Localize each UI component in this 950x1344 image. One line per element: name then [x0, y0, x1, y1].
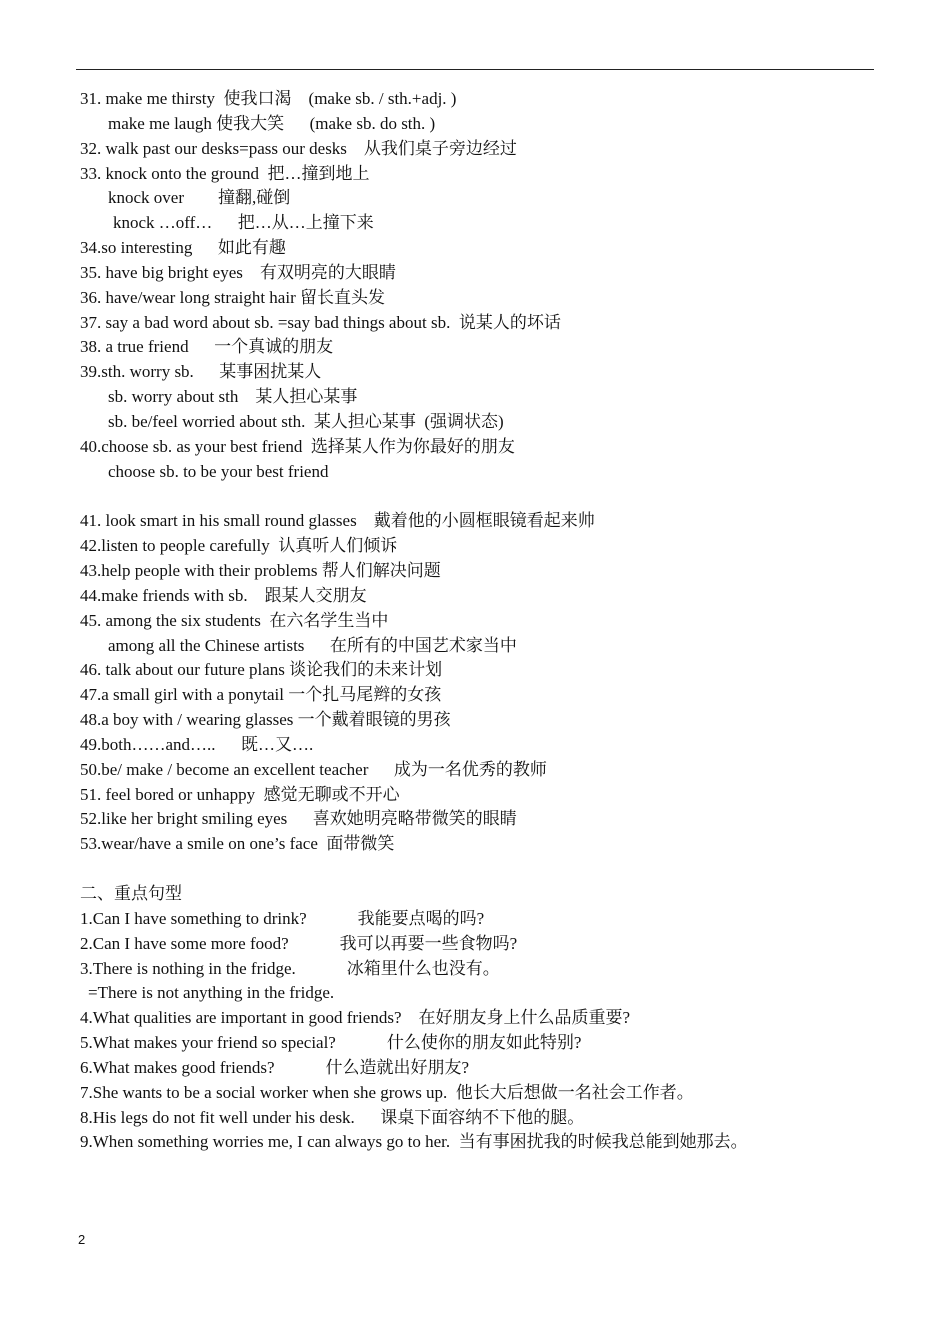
phrase-51: 51. feel bored or unhappy 感觉无聊或不开心	[80, 784, 400, 804]
phrase-45: 45. among the six students 在六名学生当中	[80, 610, 389, 630]
sentence-5: 5.What makes your friend so special? 什么使你的朋友如此特别?	[80, 1033, 582, 1053]
phrase-32: 32. walk past our desks=pass our desks 从我们桌子旁边经过	[80, 138, 517, 158]
sentence-9: 9.When something worries me, I can always go to her. 当有事困扰我的时候我总能到她那去。	[80, 1132, 748, 1152]
phrase-33-sub-1: knock over 撞翻,碰倒	[108, 188, 291, 208]
phrase-52: 52.like her bright smiling eyes 喜欢她明亮略带微笑的眼睛	[80, 809, 517, 829]
phrase-36: 36. have/wear long straight hair 留长直头发	[80, 287, 385, 307]
phrase-40-sub: choose sb. to be your best friend	[108, 461, 329, 481]
phrase-49: 49.both……and….. 既…又….	[80, 734, 314, 754]
document-body	[80, 87, 880, 1155]
phrase-31-sub: make me laugh 使我大笑 (make sb. do sth. )	[108, 113, 436, 133]
page-number: 2	[78, 1232, 86, 1247]
spacer	[80, 485, 880, 510]
sentence-8: 8.His legs do not fit well under his desk. 课桌下面容纳不下他的腿。	[80, 1107, 585, 1127]
phrase-48: 48.a boy with / wearing glasses 一个戴着眼镜的男孩	[80, 710, 451, 730]
sentence-3: 3.There is nothing in the fridge. 冰箱里什么也没有。	[80, 958, 500, 978]
phrase-53: 53.wear/have a smile on one’s face 面带微笑	[80, 834, 395, 854]
phrase-38: 38. a true friend 一个真诚的朋友	[80, 337, 334, 357]
phrase-35: 35. have big bright eyes 有双明亮的大眼睛	[80, 262, 396, 282]
sentence-6: 6.What makes good friends? 什么造就出好朋友?	[80, 1057, 470, 1077]
sentence-1: 1.Can I have something to drink? 我能要点喝的吗?	[80, 908, 485, 928]
sentence-7: 7.She wants to be a social worker when she grows up. 他长大后想做一名社会工作者。	[80, 1082, 694, 1102]
phrase-39-sub-2: sb. be/feel worried about sth. 某人担心某事 (强调状态)	[108, 411, 504, 431]
phrase-42: 42.listen to people carefully 认真听人们倾诉	[80, 536, 398, 556]
sentence-2: 2.Can I have some more food? 我可以再要一些食物吗?	[80, 933, 518, 953]
spacer	[80, 857, 880, 882]
phrase-33: 33. knock onto the ground 把…撞到地上	[80, 163, 370, 183]
phrase-37: 37. say a bad word about sb. =say bad things about sb. 说某人的坏话	[80, 312, 561, 332]
phrase-39-sub-1: sb. worry about sth 某人担心某事	[108, 387, 358, 407]
phrase-50: 50.be/ make / become an excellent teacher 成为一名优秀的教师	[80, 759, 547, 779]
sentence-3-sub: =There is not anything in the fridge.	[88, 983, 335, 1003]
phrase-43: 43.help people with their problems 帮人们解决问题	[80, 561, 441, 581]
phrase-47: 47.a small girl with a ponytail 一个扎马尾辫的女孩	[80, 685, 442, 705]
phrase-41: 41. look smart in his small round glasses 戴着他的小圆框眼镜看起来帅	[80, 511, 595, 531]
phrase-46: 46. talk about our future plans 谈论我们的未来计划	[80, 660, 443, 680]
header-rule	[76, 69, 874, 70]
phrase-33-sub-2: knock …off… 把…从…上撞下来	[113, 213, 374, 233]
phrase-31: 31. make me thirsty 使我口渴 (make sb. / sth.+adj. )	[80, 89, 457, 108]
phrase-44: 44.make friends with sb. 跟某人交朋友	[80, 585, 367, 605]
section-heading: 二、重点句型	[80, 884, 182, 903]
phrase-39: 39.sth. worry sb. 某事困扰某人	[80, 362, 322, 382]
sentence-4: 4.What qualities are important in good friends? 在好朋友身上什么品质重要?	[80, 1008, 631, 1028]
phrase-45-sub: among all the Chinese artists 在所有的中国艺术家当中	[108, 635, 517, 655]
phrase-40: 40.choose sb. as your best friend 选择某人作为你最好的朋友	[80, 436, 515, 456]
phrase-34: 34.so interesting 如此有趣	[80, 238, 286, 258]
